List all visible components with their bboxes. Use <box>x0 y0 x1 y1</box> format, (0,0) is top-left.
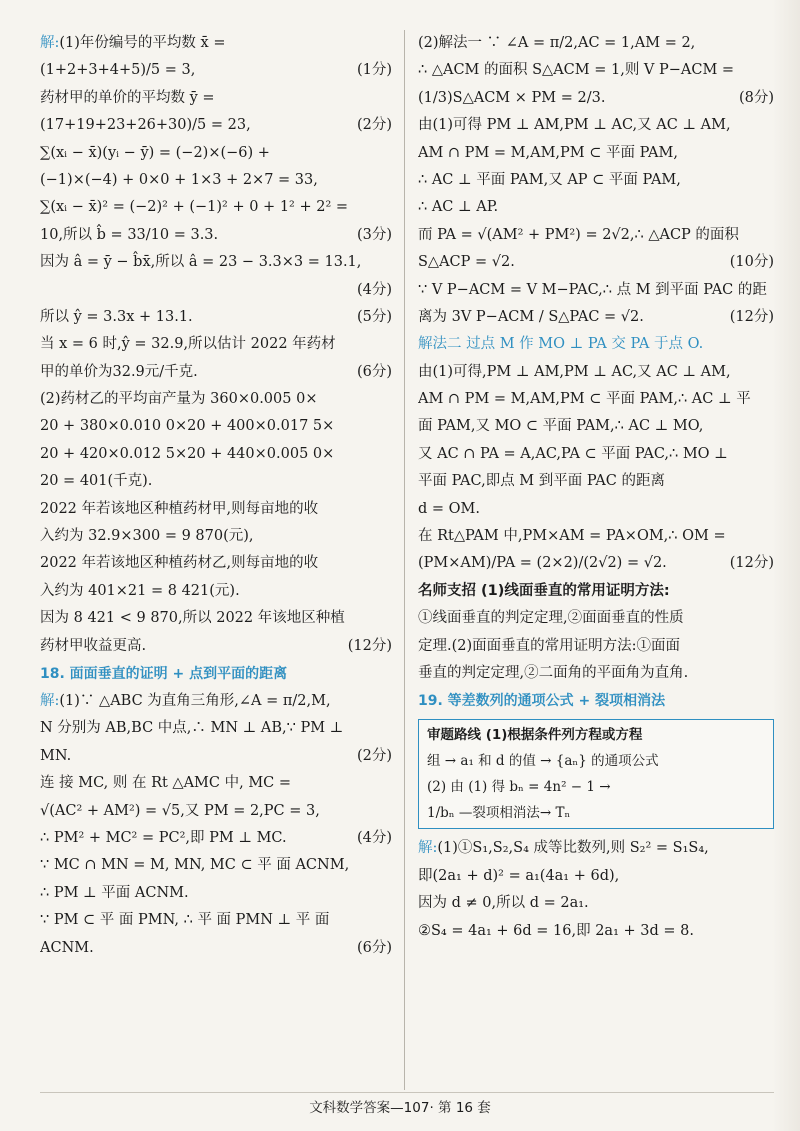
solution-line <box>40 715 392 742</box>
line-text: (1/3)S△ACM × PM = 2/3. <box>418 89 606 106</box>
solution-line <box>418 30 774 57</box>
line-text: ∵ MC ∩ MN = M, MN, MC ⊂ 平 面 ACNM, <box>40 857 350 874</box>
solution-line <box>40 112 392 139</box>
line-text: (17+19+23+26+30)/5 = 23, <box>40 117 251 134</box>
score: (4分) <box>353 277 392 304</box>
solution-line <box>40 249 392 276</box>
solution-line <box>418 222 774 249</box>
line-text: ∑(xᵢ − x̄)(yᵢ − ȳ) = (−2)×(−6) + <box>40 144 270 161</box>
score: (12分) <box>726 304 774 331</box>
solution-line <box>40 331 392 358</box>
solution-line <box>40 688 392 715</box>
score: (6分) <box>353 935 392 962</box>
solution-line <box>418 550 774 577</box>
line-text: 面 PAM,又 MO ⊂ 平面 PAM,∴ AC ⊥ MO, <box>418 418 704 435</box>
solution-line <box>418 386 774 413</box>
score: (12分) <box>344 633 392 660</box>
solution-line <box>40 852 392 879</box>
solution-line <box>40 496 392 523</box>
line-text: MN. <box>40 747 72 764</box>
solution-line <box>40 30 392 57</box>
line-text: ∴ △ACM 的面积 S△ACM = 1,则 V P−ACM = <box>418 62 735 79</box>
solution-line <box>40 277 392 304</box>
solution-line <box>40 85 392 112</box>
solution-line <box>40 140 392 167</box>
line-text: 2022 年若该地区种植药材乙,则每亩地的收 <box>40 555 319 572</box>
line-text: 在 Rt△PAM 中,PM×AM = PA×OM,∴ OM = <box>418 528 726 545</box>
score: (6分) <box>353 359 392 386</box>
tip-line: 垂直的判定定理,②二面角的平面角为直角. <box>418 664 689 681</box>
solution-line <box>40 743 392 770</box>
solution-line <box>418 277 774 304</box>
solution-line <box>418 167 774 194</box>
score: (2分) <box>353 743 392 770</box>
line-text: 连 接 MC, 则 在 Rt △AMC 中, MC = <box>40 775 292 792</box>
line-text: 入约为 32.9×300 = 9 870(元), <box>40 528 254 545</box>
score: (1分) <box>353 57 392 84</box>
line-text: ∵ V P−ACM = V M−PAC,∴ 点 M 到平面 PAC 的距 <box>418 281 767 298</box>
line-text: ∴ PM² + MC² = PC²,即 PM ⊥ MC. <box>40 829 287 846</box>
solution-line <box>40 770 392 797</box>
line-text: (PM×AM)/PA = (2×2)/(2√2) = √2. <box>418 555 667 572</box>
line-text: 离为 3V P−ACM / S△PAC = √2. <box>418 308 644 325</box>
solution-line <box>418 140 774 167</box>
solution-line <box>40 194 392 221</box>
line-text: 由(1)可得 PM ⊥ AM,PM ⊥ AC,又 AC ⊥ AM, <box>418 117 731 134</box>
line-text: ∵ PM ⊂ 平 面 PMN, ∴ 平 面 PMN ⊥ 平 面 <box>40 912 330 929</box>
solution-line <box>40 359 392 386</box>
solution-line <box>40 880 392 907</box>
line-text: AM ∩ PM = M,AM,PM ⊂ 平面 PAM,∴ AC ⊥ 平 <box>418 391 751 408</box>
solution-line <box>40 825 392 852</box>
line-text: 当 x = 6 时,ŷ = 32.9,所以估计 2022 年药材 <box>40 336 336 353</box>
line-text: 平面 PAC,即点 M 到平面 PAC 的距离 <box>418 473 665 490</box>
box-line: 组 → a₁ 和 d 的值 → {aₙ} 的通项公式 <box>427 753 659 770</box>
tip-line: ①线面垂直的判定定理,②面面垂直的性质 <box>418 610 684 627</box>
tip-line: 定理.(2)面面垂直的常用证明方法:①面面 <box>418 637 681 654</box>
solution-line <box>418 85 774 112</box>
line-text: d = OM. <box>418 500 480 517</box>
line-text: 药材甲收益更高. <box>40 637 147 654</box>
line-text: ∴ AC ⊥ 平面 PAM,又 AP ⊂ 平面 PAM, <box>418 171 681 188</box>
left-column <box>40 30 392 962</box>
score: (12分) <box>726 550 774 577</box>
line-text: (−1)×(−4) + 0×0 + 1×3 + 2×7 = 33, <box>40 171 318 188</box>
jie-label: 解: <box>40 692 60 709</box>
solution-line <box>40 550 392 577</box>
line-text: AM ∩ PM = M,AM,PM ⊂ 平面 PAM, <box>418 144 678 161</box>
solution-line <box>40 441 392 468</box>
solution-line <box>418 304 774 331</box>
solution-line: 即(2a₁ + d)² = a₁(4a₁ + 6d), <box>418 867 620 884</box>
score: (10分) <box>726 249 774 276</box>
solution-line <box>40 798 392 825</box>
solution-line <box>418 468 774 495</box>
line-text: 甲的单价为32.9元/千克. <box>40 363 198 380</box>
line-text: 因为 â = ȳ − b̂x̄,所以 â = 23 − 3.3×3 = 13.1, <box>40 254 362 271</box>
review-route-box <box>418 719 774 829</box>
line-text: ACNM. <box>40 939 94 956</box>
line-text: (2)药材乙的平均亩产量为 360×0.005 0× <box>40 391 318 408</box>
solution-line: ②S₄ = 4a₁ + 6d = 16,即 2a₁ + 3d = 8. <box>418 922 694 939</box>
line-text: (2)解法一 ∵ ∠A = π/2,AC = 1,AM = 2, <box>418 35 696 51</box>
line-text: (1+2+3+4+5)/5 = 3, <box>40 62 196 79</box>
solution-line <box>418 441 774 468</box>
solution-line <box>418 112 774 139</box>
q19-heading: 19. 等差数列的通项公式 + 裂项相消法 <box>418 693 666 710</box>
line-text: 解:(1)年份编号的平均数 x̄ = <box>40 35 226 51</box>
solution-line <box>418 523 774 550</box>
solution-line <box>40 57 392 84</box>
solution-line <box>418 57 774 84</box>
score: (8分) <box>735 85 774 112</box>
solution-line <box>40 523 392 550</box>
solution-line <box>418 194 774 221</box>
footer-rule <box>40 1092 774 1093</box>
line-text: S△ACP = √2. <box>418 254 515 271</box>
solution-line <box>40 386 392 413</box>
solution-line: 因为 d ≠ 0,所以 d = 2a₁. <box>418 895 589 912</box>
solution-line <box>40 578 392 605</box>
line-text: 2022 年若该地区种植药材甲,则每亩地的收 <box>40 500 319 517</box>
solution-line <box>40 935 392 962</box>
solution-line <box>418 359 774 386</box>
solution-line <box>418 331 774 358</box>
score: (5分) <box>353 304 392 331</box>
right-column <box>418 30 774 945</box>
line-text: 因为 8 421 < 9 870,所以 2022 年该地区种植 <box>40 610 345 627</box>
line-text: N 分别为 AB,BC 中点,∴ MN ⊥ AB,∵ PM ⊥ <box>40 720 344 737</box>
line-text: 解法二 过点 M 作 MO ⊥ PA 交 PA 于点 O. <box>418 336 704 353</box>
column-divider <box>404 30 405 1090</box>
line-text: ∴ PM ⊥ 平面 ACNM. <box>40 884 189 901</box>
solution-line <box>418 249 774 276</box>
tip-line: 名师支招 (1)线面垂直的常用证明方法: <box>418 582 670 599</box>
score: (3分) <box>353 222 392 249</box>
solution-line <box>418 413 774 440</box>
page-footer: 文科数学答案—107· 第 16 套 <box>309 1100 491 1116</box>
solution-line <box>40 167 392 194</box>
score: (4分) <box>353 825 392 852</box>
page-edge <box>772 0 800 1131</box>
jie-label: 解: <box>40 35 60 51</box>
jie-label: 解: <box>418 840 438 857</box>
line-text: 10,所以 b̂ = 33/10 = 3.3. <box>40 226 219 243</box>
solution-line <box>40 907 392 934</box>
solution-line: 解:(1)①S₁,S₂,S₄ 成等比数列,则 S₂² = S₁S₄, <box>418 840 709 857</box>
line-text: ∴ AC ⊥ AP. <box>418 199 499 216</box>
line-text: 所以 ŷ = 3.3x + 13.1. <box>40 308 193 325</box>
line-text: 由(1)可得,PM ⊥ AM,PM ⊥ AC,又 AC ⊥ AM, <box>418 363 731 380</box>
q18-heading: 18. 面面垂直的证明 + 点到平面的距离 <box>40 665 288 682</box>
box-line: 1/bₙ —裂项相消法→ Tₙ <box>427 805 571 822</box>
line-text: 20 = 401(千克). <box>40 473 153 490</box>
solution-line <box>40 304 392 331</box>
solution-line <box>40 633 392 660</box>
box-line: 审题路线 (1)根据条件列方程或方程 <box>427 727 643 744</box>
line-text: 药材甲的单价的平均数 ȳ = <box>40 89 215 106</box>
score: (2分) <box>353 112 392 139</box>
line-text: 20 + 420×0.012 5×20 + 440×0.005 0× <box>40 445 335 462</box>
line-text: 20 + 380×0.010 0×20 + 400×0.017 5× <box>40 418 335 435</box>
solution-line <box>40 413 392 440</box>
line-text: 解:(1)∵ △ABC 为直角三角形,∠A = π/2,M, <box>40 692 331 709</box>
solution-line <box>40 468 392 495</box>
line-text: ∑(xᵢ − x̄)² = (−2)² + (−1)² + 0 + 1² + 2² = <box>40 199 349 216</box>
box-line: (2) 由 (1) 得 bₙ = 4n² − 1 → <box>427 779 611 796</box>
line-text: √(AC² + AM²) = √5,又 PM = 2,PC = 3, <box>40 802 320 819</box>
line-text: 而 PA = √(AM² + PM²) = 2√2,∴ △ACP 的面积 <box>418 226 739 243</box>
solution-line <box>40 605 392 632</box>
line-text: 又 AC ∩ PA = A,AC,PA ⊂ 平面 PAC,∴ MO ⊥ <box>418 445 728 462</box>
line-text: 入约为 401×21 = 8 421(元). <box>40 582 240 599</box>
solution-line <box>418 496 774 523</box>
solution-line <box>40 222 392 249</box>
